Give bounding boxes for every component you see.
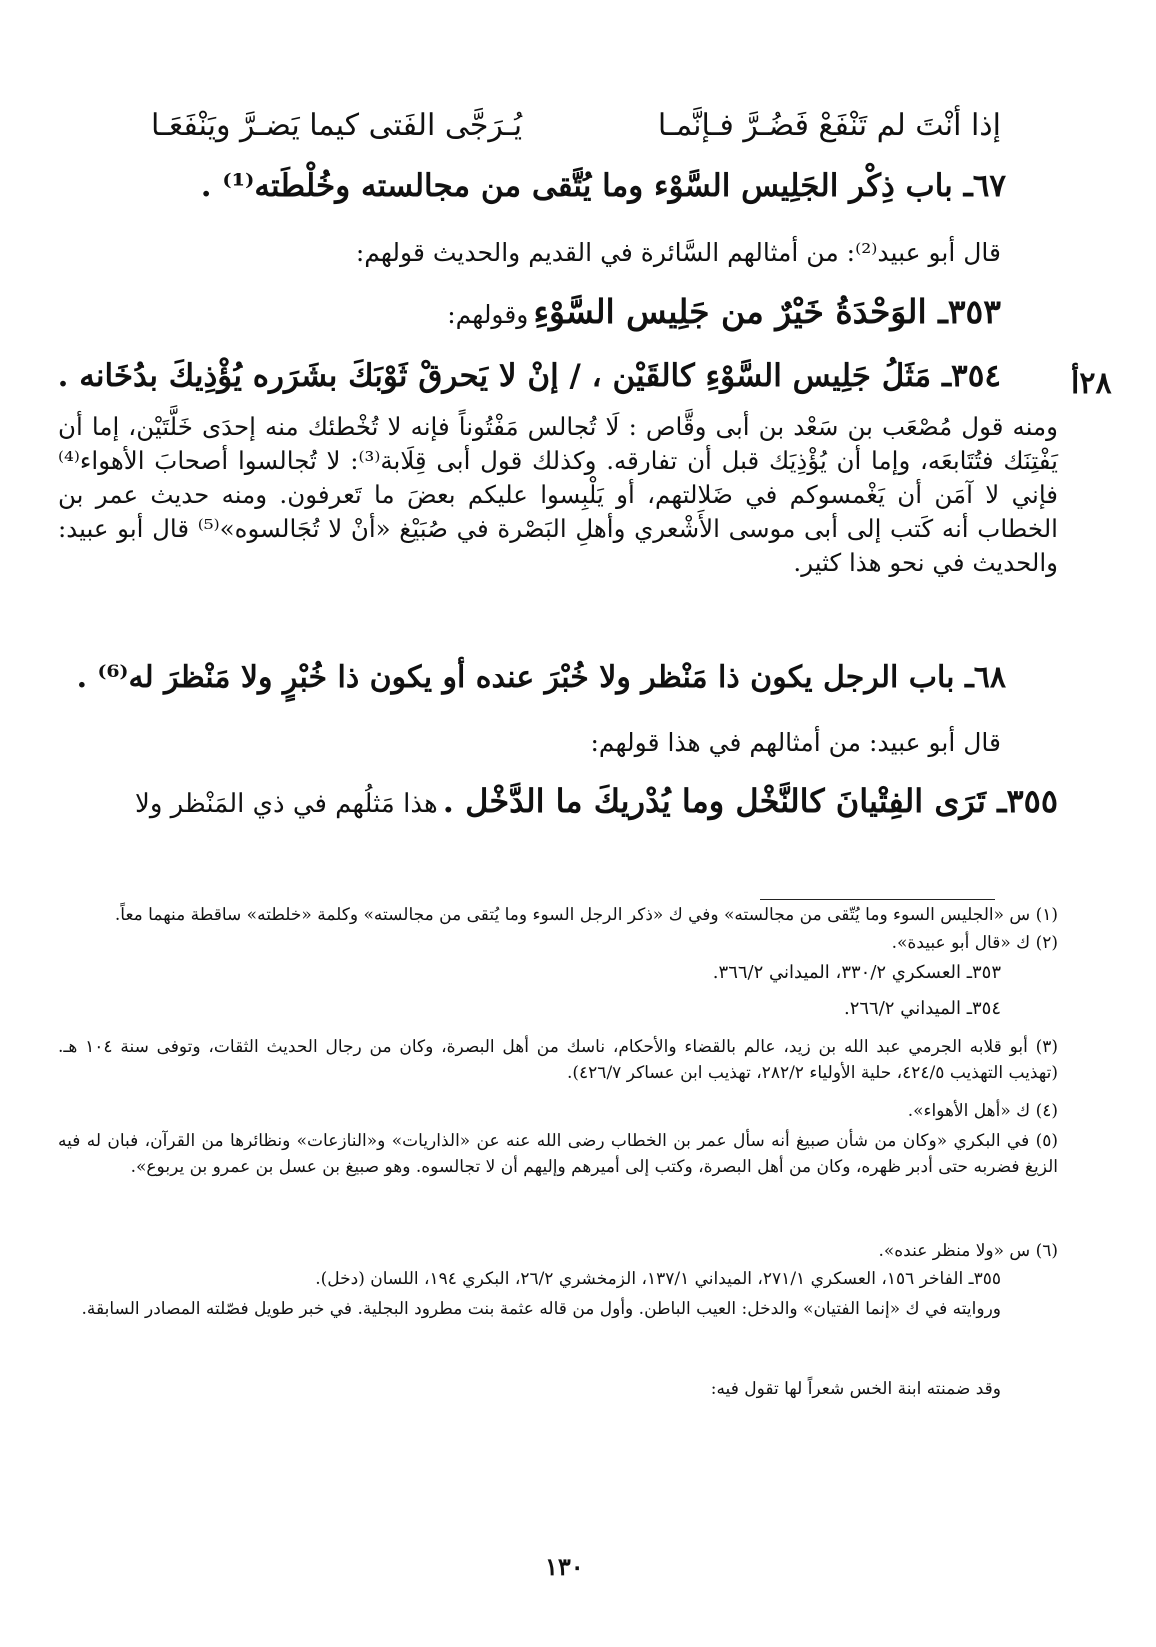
proverb-353 [447,292,1001,332]
proverb-355-tail: هذا مَثلُهم في ذي المَنْظر ولا [135,789,438,819]
proverb-355 [135,782,1058,821]
footnote-2: (٢) ك «قال أبو عبيدة». [891,933,1058,953]
footnote-6: (٦) س «ولا منظر عنده». [878,1241,1058,1261]
footnote-1: (١) س «الجليس السوء وما يُتّقى من مجالسته» وفي ك «ذكر الرجل السوء وما يُتقى من مجالسته» وكلمة «خلطته» ساقطة منهما معاً. [114,905,1058,925]
footnote-3: (٣) أبو قلابه الجرمي عبد الله بن زيد، عالم بالقضاء والأحكام، ناسك من أهل البصرة، وكان من رجال الحديث الثقات، وتوفى سنة ١٠٤ هـ. (تهذيب التهذيب ٤٢٤/٥، حلية الأولياء ٢٨٢/٢، تهذيب ابن عساكر ٤٢٦/٧). [58,1037,1058,1083]
proverb-355-text: ٣٥٥ـ تَرَى الفِتْيانَ كالنَّخْل وما يُدْريكَ ما الدَّخْل . [442,782,1058,820]
intro-abu-ubaid-2: قال أبو عبيد: من أمثالهم في هذا قولهم: [590,728,1001,757]
chapter-67-heading: ٦٧ـ باب ذِكْر الجَلِيس السَّوْء وما يُتَّقى من مجالسته وخُلْطَته⁽¹⁾ . [200,168,1006,204]
footnote-ref-353: ٣٥٣ـ العسكري ٣٣٠/٢، الميداني ٣٦٦/٢. [712,962,1001,983]
proverb-354: ٣٥٤ـ مَثَلُ جَلِيس السَّوْءِ كالقَيْن ، / إنْ لا يَحرقْ ثَوْبَكَ بشَرَره يُؤْذِيكَ بدُخَانه . [57,358,1001,394]
paragraph-mus-ab: ومنه قول مُصْعَب بن سَعْد بن أبى وقَّاص : لَا تُجالس مَفْتُوناً فإنه لا تُخْطئك منه إحدَى خَلَّتَيْن، إما أن يَفْتِنَك فتُتَابعَه، وإما أن يُؤْذِيَك قبل أن تفارقه. وكذلك قول أبى قِلَابة⁽³⁾: لا تُجالسوا أصحابَ الأهواء⁽⁴⁾ فإني لا آمَن أن يَغْمسوكم في ضَلالتهم، أو يَلْبِسوا عليكم بعضَ ما تَعرفون. ومنه حديث عمر بن الخطاب أنه كَتب إلى أبى موسى الأَشْعري وأهلِ البَصْرة في صُبَيْغ «أنْ لا تُجَالسوه»⁽⁵⁾ قال أبو عبيد: والحديث في نحو هذا كثير. [58,412,1058,577]
footnote-5: (٥) في البكري «وكان من شأن صبيغ أنه سأل عمر بن الخطاب رضى الله عنه عن «الذاريات» و«النازعات» ونظائرها من القرآن، فبان له فيه الزيغ فضربه حتى أدبر ظهره، وكان من أهل البصرة، وكتب إلى أميرهم وإليهم أن لا تجالسوه. وهو صبيغ بن عسل بن عمرو بن يربوع». [58,1131,1058,1177]
footnote-355-riwaya: وروايته في ك «إنما الفتيان» والدخل: العيب الباطن. وأول من قاله عثمة بنت مطرود البجلية. في خبر طويل فصّلته المصادر السابقة. [81,1299,1001,1319]
proverb-353-text: ٣٥٣ـ الوَحْدَةُ خَيْرٌ من جَلِيس السَّوْءِ [533,292,1001,331]
chapter-68-heading: ٦٨ـ باب الرجل يكون ذا مَنْظر ولا خُبْرَ عنده أو يكون ذا خُبْرٍ ولا مَنْظرَ له⁽⁶⁾ . [76,660,1006,695]
footnote-separator [760,899,995,900]
footnote-355-poem-intro: وقد ضمنته ابنة الخس شعراً لها تقول فيه: [710,1379,1001,1399]
footnote-ref-355: ٣٥٥ـ الفاخر ١٥٦، العسكري ٢٧١/١، الميداني ١٣٧/١، الزمخشري ٢٦/٢، البكري ١٩٤، اللسان (دخل). [315,1269,1001,1289]
footnote-4: (٤) ك «أهل الأهواء». [907,1101,1058,1121]
footnote-ref-354: ٣٥٤ـ الميداني ٢٦٦/٢. [843,998,1001,1019]
intro-abu-ubaid-1: قال أبو عبيد⁽²⁾: من أمثالهم السَّائرة في القديم والحديث قولهم: [355,238,1001,267]
proverb-353-tail: وقولهم: [447,300,529,329]
poetry-verse [151,108,1001,143]
page-number: ١٣٠ [545,1552,584,1581]
manuscript-folio-note: ٢٨أ [1071,366,1112,401]
verse-right-hemistich: إذا أنْتَ لم تَنْفَعْ فَضُـرَّ فـإنَّمـا [657,108,1001,143]
verse-left-hemistich: يُـرَجَّى الفَتى كيما يَضـرَّ ويَنْفَعَـا [151,108,523,143]
